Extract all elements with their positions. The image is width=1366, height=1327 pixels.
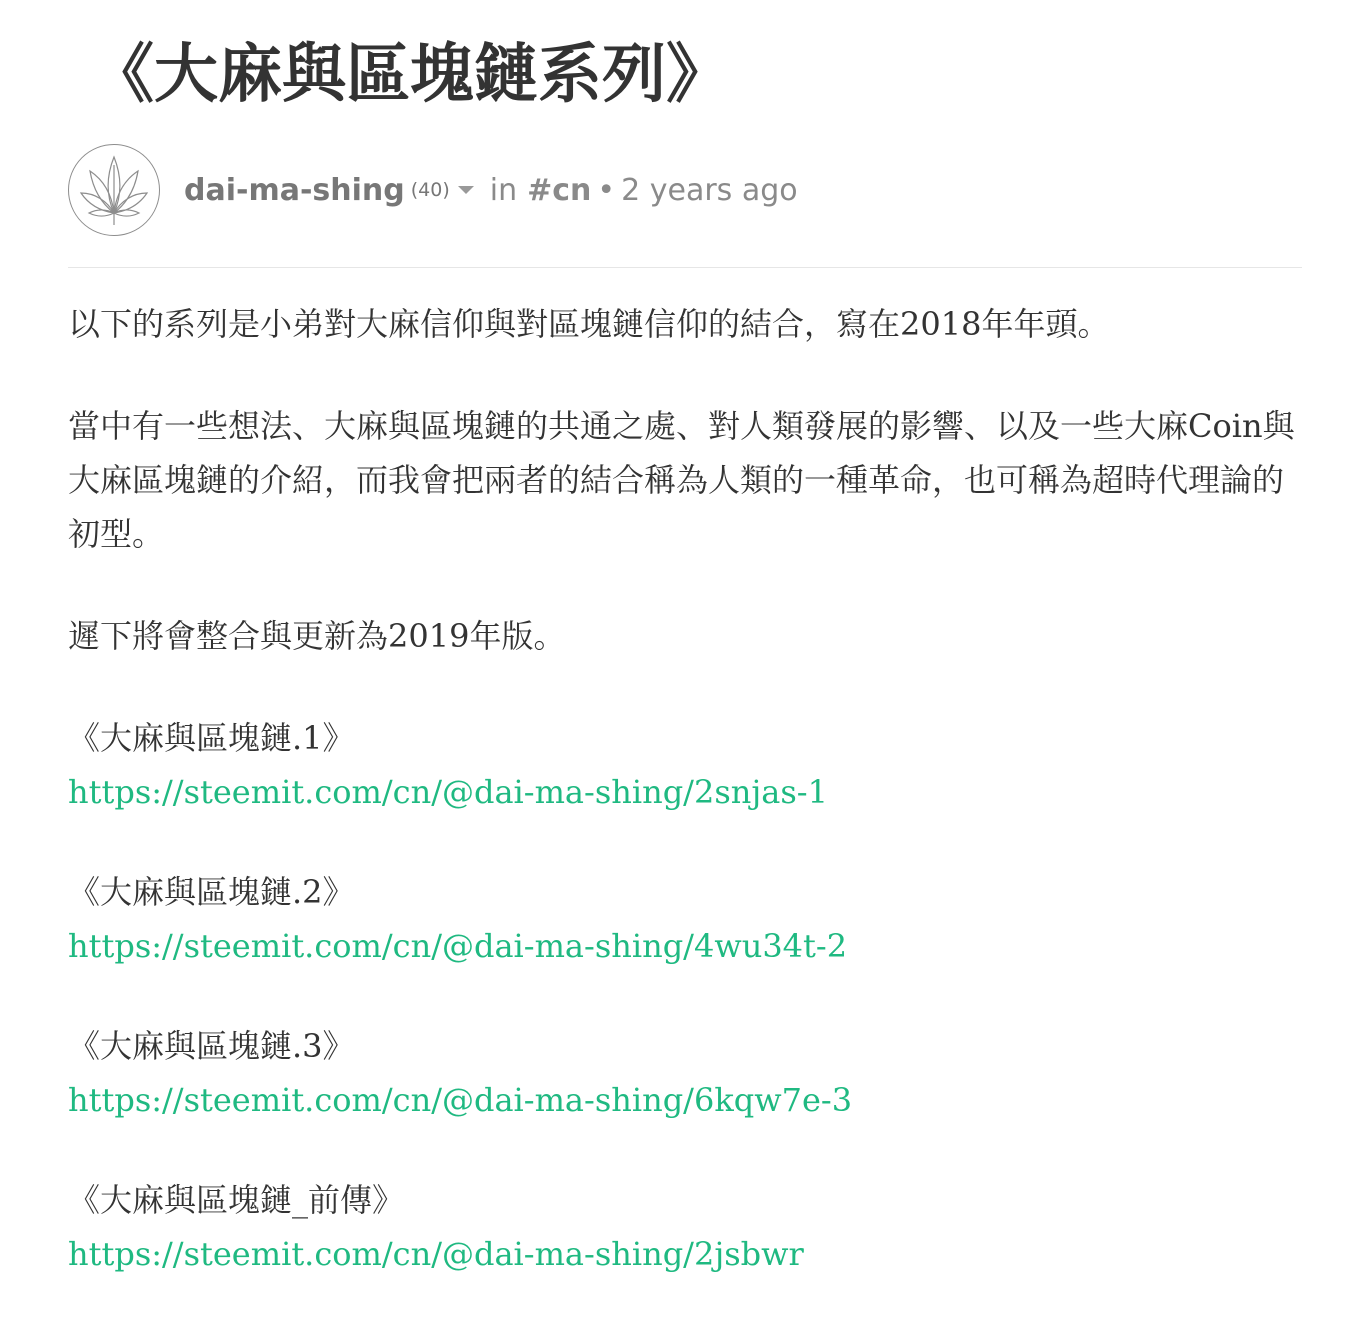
- paragraph: 遲下將會整合與更新為2019年版。: [68, 617, 566, 655]
- series-entry: [68, 711, 1302, 819]
- paragraph: 以下的系列是小弟對大麻信仰與對區塊鏈信仰的結合，寫在2018年年頭。: [68, 305, 1110, 343]
- series-entry: [68, 865, 1302, 973]
- series-entry-title: 《大麻與區塊鏈.1》: [68, 719, 355, 757]
- reputation-score: (40): [410, 179, 450, 201]
- author-link[interactable]: dai-ma-shing: [184, 172, 405, 208]
- chevron-down-icon[interactable]: [458, 186, 474, 194]
- post-title: 《大麻與區塊鏈系列》: [90, 38, 730, 112]
- post-body: [68, 297, 1302, 1327]
- post-time[interactable]: 2 years ago: [621, 172, 798, 208]
- series-entry-title: 《大麻與區塊鏈.2》: [68, 873, 355, 911]
- paragraph: 當中有一些想法、大麻與區塊鏈的共通之處、對人類發展的影響、以及一些大麻Coin與大麻區塊鏈的介紹，而我會把兩者的結合稱為人類的一種革命，也可稱為超時代理論的初型。: [68, 407, 1295, 553]
- series-entry: [68, 1173, 1302, 1281]
- byline: [68, 143, 798, 237]
- series-entry: [68, 1019, 1302, 1127]
- in-label: in: [489, 172, 518, 208]
- tag-link[interactable]: #cn: [527, 172, 592, 208]
- series-entry-title: 《大麻與區塊鏈.3》: [68, 1027, 355, 1065]
- avatar[interactable]: [68, 144, 160, 236]
- series-entry-link[interactable]: https://steemit.com/cn/@dai-ma-shing/2jsbwr: [68, 1235, 804, 1273]
- meta-separator: •: [597, 172, 616, 208]
- series-entry-link[interactable]: https://steemit.com/cn/@dai-ma-shing/6kqw7e-3: [68, 1081, 853, 1119]
- cannabis-leaf-icon: [75, 151, 153, 229]
- series-entry-title: 《大麻與區塊鏈_前傳》: [68, 1181, 405, 1219]
- series-entry-link[interactable]: https://steemit.com/cn/@dai-ma-shing/4wu34t-2: [68, 927, 848, 965]
- divider: [68, 267, 1302, 268]
- series-entry-link[interactable]: https://steemit.com/cn/@dai-ma-shing/2snjas-1: [68, 773, 828, 811]
